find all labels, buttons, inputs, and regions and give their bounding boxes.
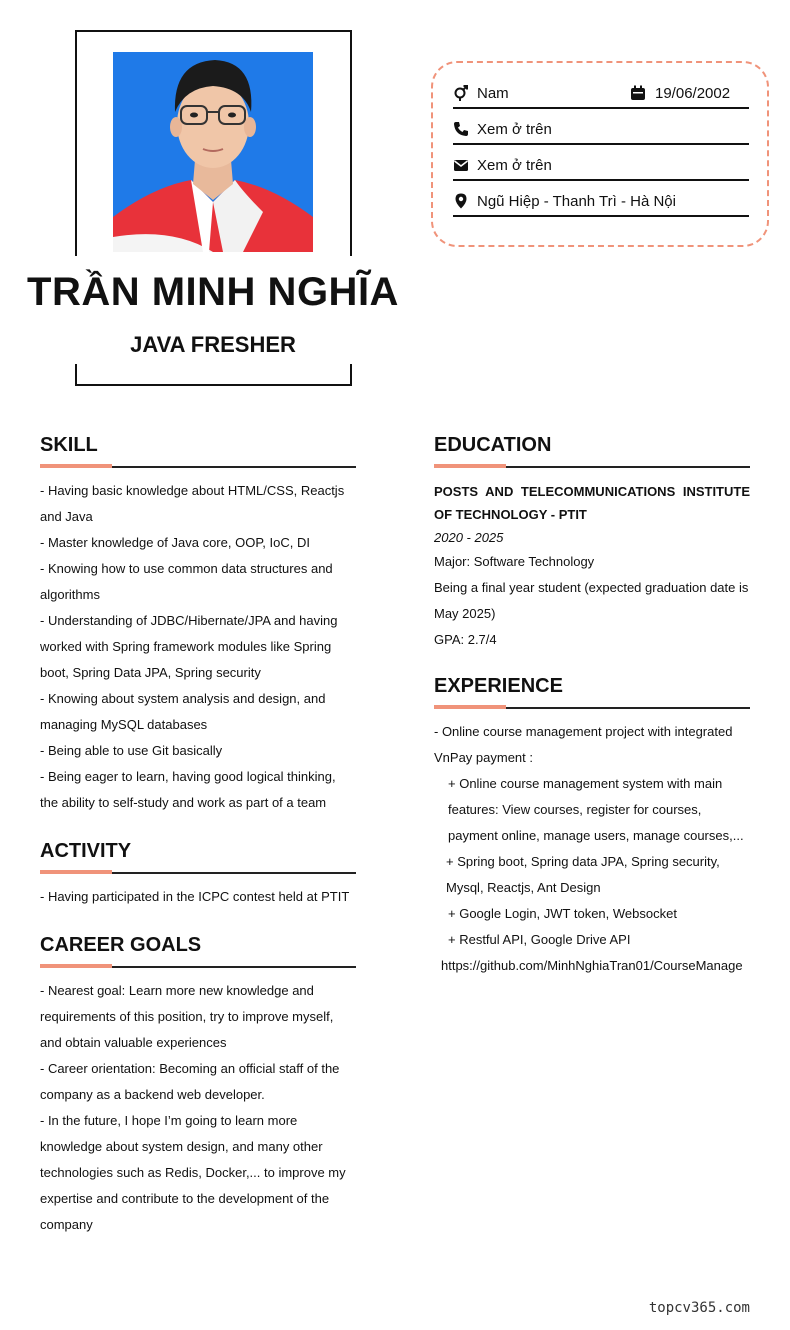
career-goals-list [40,978,356,1238]
skill-heading: SKILL [40,434,98,456]
email-value: Xem ở trên [477,157,552,174]
list-item: - Being able to use Git basically [40,743,223,758]
school-name: POSTS AND TELECOMMUNICATIONS INSTITUTE OF TECHNOLOGY - PTIT [434,484,750,522]
dob-value: 19/06/2002 [655,85,731,102]
list-item: - Nearest goal: Learn more new knowledge and requirements of this position, try to improve myself, and obtain valuable experiences [40,983,334,1050]
section-divider [40,462,356,468]
gender-value: Nam [477,85,509,102]
list-item: - Having basic knowledge about HTML/CSS, Reactjs and Java [40,483,345,524]
contact-row-gender-dob [453,83,749,109]
major: Major: Software Technology [434,554,595,569]
contact-row-phone [453,119,749,145]
study-years: 2020 - 2025 [434,530,504,545]
skill-list [40,478,356,816]
phone-value: Xem ở trên [477,121,552,138]
candidate-name: TRẦN MINH NGHĨA [27,270,399,314]
list-item: - Having participated in the ICPC contest held at PTIT [40,889,350,904]
list-item: - Understanding of JDBC/Hibernate/JPA and having worked with Spring framework modules like Spring boot, Spring Data JPA, Spring security [40,613,338,680]
section-divider [40,868,356,874]
activity-heading: ACTIVITY [40,840,132,862]
study-status: Being a final year student (expected graduation date is May 2025) [434,580,749,621]
footer-brand: topcv365.com [648,1300,750,1316]
list-item: + Spring boot, Spring data JPA, Spring security, Mysql, Reactjs, Ant Design [446,854,720,895]
section-divider [434,703,750,709]
job-title: JAVA FRESHER [130,332,296,357]
profile-photo [113,52,313,252]
experience-details [434,719,750,979]
list-item: - In the future, I hope I’m going to learn more knowledge about system design, and many other technologies such as Redis, Docker,... to improve my expertise and contribute to the development of the company [40,1113,346,1232]
list-item: + Restful API, Google Drive API [448,932,631,947]
section-divider [40,962,356,968]
education-section [434,432,750,653]
experience-section [434,673,750,979]
address-value: Ngũ Hiệp - Thanh Trì - Hà Nội [477,193,676,210]
list-item: - Knowing about system analysis and design, and managing MySQL databases [40,691,326,732]
skill-section [40,432,356,816]
education-heading: EDUCATION [434,434,552,456]
location-pin-icon [453,193,469,209]
gender-icon [453,85,469,101]
list-item: - Knowing how to use common data structures and algorithms [40,561,333,602]
activity-list [40,884,356,910]
project-title: - Online course management project with integrated VnPay payment : [434,724,733,765]
calendar-icon [630,85,646,101]
career-goals-section [40,932,356,1238]
section-divider [434,462,750,468]
avatar-illustration [113,52,313,252]
contact-box [431,61,769,247]
email-icon [453,157,469,173]
list-item: + Online course management system with main features: View courses, register for courses, payment online, manage users, manage courses,... [448,776,744,843]
list-item: + Google Login, JWT token, Websocket [448,906,677,921]
activity-section [40,838,356,910]
experience-heading: EXPERIENCE [434,675,563,697]
gpa: GPA: 2.7/4 [434,632,497,647]
career-goals-heading: CAREER GOALS [40,934,202,956]
phone-icon [453,121,469,137]
contact-row-address [453,191,749,217]
project-link[interactable]: https://github.com/MinhNghiaTran01/CourseManage [441,958,743,973]
list-item: - Master knowledge of Java core, OOP, IoC, DI [40,535,310,550]
list-item: - Being eager to learn, having good logical thinking, the ability to self-study and work as part of a team [40,769,336,810]
contact-row-email [453,155,749,181]
list-item: - Career orientation: Becoming an official staff of the company as a backend web developer. [40,1061,340,1102]
